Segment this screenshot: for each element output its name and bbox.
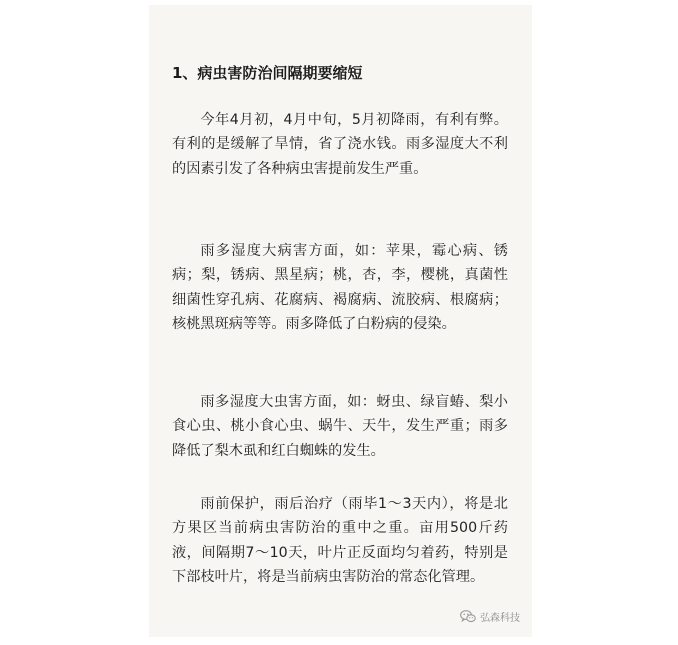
wechat-icon <box>460 610 476 623</box>
paragraph-weather-impact: 今年4月初，4月中旬，5月初降雨，有利有弊。有利的是缓解了旱情，省了浇水钱。雨多湿度大不利的因素引发了各种病虫害提前发生严重。 <box>172 112 508 177</box>
paragraph-diseases: 雨多湿度大病害方面，如：苹果，霉心病、锈病；梨，锈病、黑星病；桃，杏，李，樱桃，真菌性细菌性穿孔病、花腐病、褐腐病、流胶病、根腐病；核桃黑斑病等等。雨多降低了白粉病的侵染。 <box>172 243 508 333</box>
watermark <box>460 609 520 624</box>
section-heading: 1、病虫害防治间隔期要缩短 <box>172 64 363 82</box>
paragraph-prevention: 雨前保护，雨后治疗（雨毕1～3天内），将是北方果区当前病虫害防治的重中之重。亩用500斤药液，间隔期7～10天，叶片正反面均匀着药，特别是下部枝叶片，将是当前病虫害防治的常态化管理。 <box>172 496 508 586</box>
paragraph-pests: 雨多湿度大虫害方面，如：蚜虫、绿盲蝽、梨小食心虫、桃小食心虫、蜗牛、天牛，发生严重；雨多降低了梨木虱和红白蜘蛛的发生。 <box>172 394 508 459</box>
watermark-text: 弘森科技 <box>480 613 520 624</box>
article-card <box>149 5 532 637</box>
